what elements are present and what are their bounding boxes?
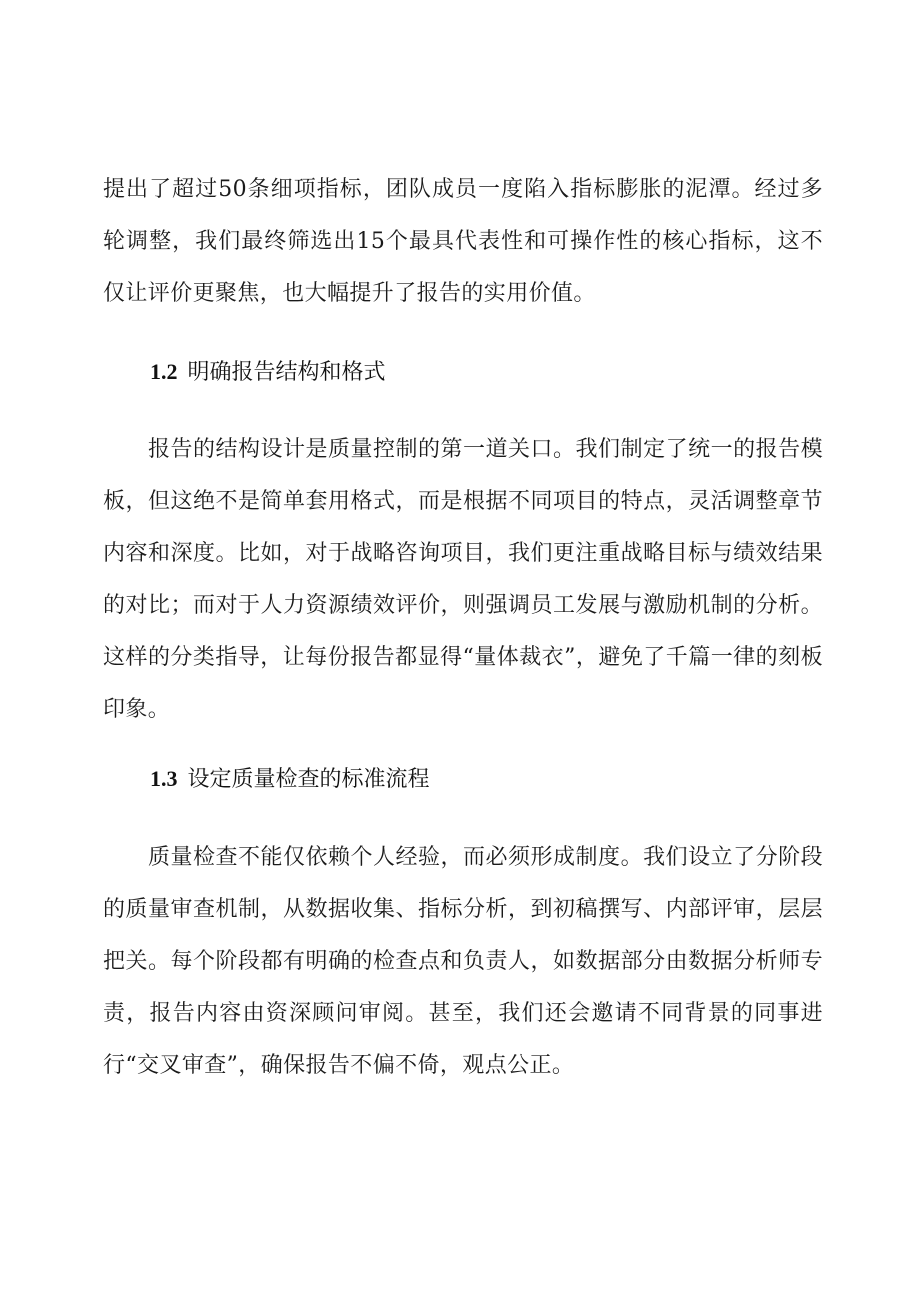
- section-title: 明确报告结构和格式: [187, 360, 386, 385]
- section-heading-1-2: [150, 357, 386, 388]
- paragraph-indicator-selection: 提出了超过50条细项指标，团队成员一度陷入指标膨胀的泥潭。经过多轮调整，我们最终筛选出15个最具代表性和可操作性的核心指标，这不仅让评价更聚焦，也大幅提升了报告的实用价值。: [103, 177, 823, 306]
- section-heading-1-3: [150, 764, 430, 795]
- paragraph-quality-check-process: 质量检查不能仅依赖个人经验，而必须形成制度。我们设立了分阶段的质量审查机制，从数据收集、指标分析，到初稿撰写、内部评审，层层把关。每个阶段都有明确的检查点和负责人，如数据部分由数据分析师专责，报告内容由资深顾问审阅。甚至，我们还会邀请不同背景的同事进行“交叉审查”，确保报告不偏不倚，观点公正。: [103, 845, 823, 1078]
- section-number: 1.3: [150, 766, 178, 791]
- section-title: 设定质量检查的标准流程: [187, 767, 430, 792]
- section-number: 1.2: [150, 359, 178, 384]
- paragraph-report-structure: 报告的结构设计是质量控制的第一道关口。我们制定了统一的报告模板，但这绝不是简单套用格式，而是根据不同项目的特点，灵活调整章节内容和深度。比如，对于战略咨询项目，我们更注重战略目标与绩效结果的对比；而对于人力资源绩效评价，则强调员工发展与激励机制的分析。这样的分类指导，让每份报告都显得“量体裁衣”，避免了千篇一律的刻板印象。: [103, 437, 823, 722]
